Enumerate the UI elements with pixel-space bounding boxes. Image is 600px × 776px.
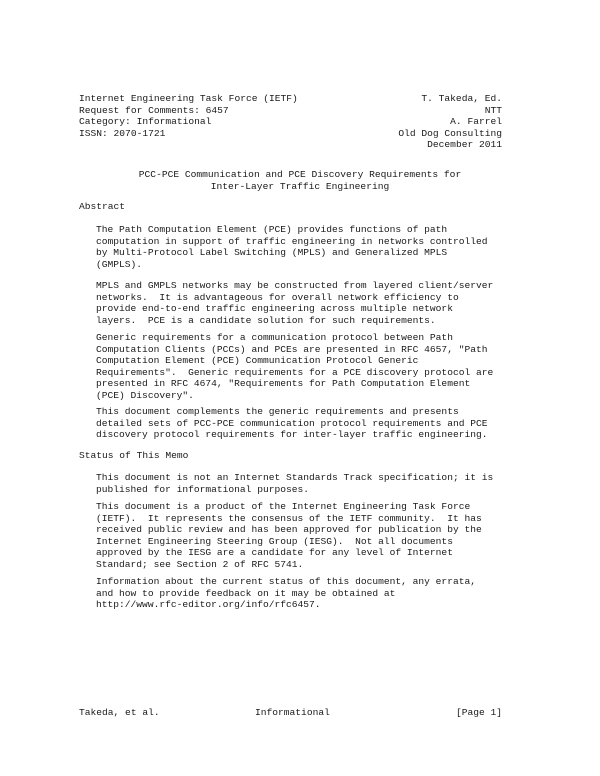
abstract-p3-line: Generic requirements for a communication protocol between Path <box>96 332 453 343</box>
footer-authors: Takeda, et al. <box>79 707 160 718</box>
status-p1-line: published for informational purposes. <box>96 483 310 495</box>
abstract-heading: Abstract <box>79 201 126 212</box>
abstract-p1-line: by Multi-Protocol Label Switching (MPLS) and Generalized MPLS <box>96 247 448 258</box>
header-author-1: T. Takeda, Ed. <box>421 93 502 104</box>
header-issn: ISSN: 2070-1721 <box>79 127 166 139</box>
status-p3-line: and how to provide feedback on it may be obtained at <box>96 587 396 599</box>
header-affiliation-2: Old Dog Consulting <box>398 127 502 139</box>
header-affiliation-1: NTT <box>484 104 502 116</box>
header-date: December 2011 <box>427 139 502 150</box>
document-title-line-2: Inter-Layer Traffic Engineering <box>210 180 390 192</box>
status-p2-line: (IETF). It represents the consensus of the IETF community. It has <box>96 512 482 524</box>
abstract-p4-line: discovery protocol requirements for inter-layer traffic engineering. <box>96 429 488 440</box>
footer-page-number: [Page 1] <box>455 707 502 718</box>
status-p2-line: received public review and has been approved for publication by the <box>96 524 482 535</box>
status-p3-line: Information about the current status of this document, any errata, <box>96 576 476 587</box>
abstract-p3-line: presented in RFC 4674, "Requirements for Path Computation Element <box>96 378 471 389</box>
status-heading: Status of This Memo <box>79 450 189 461</box>
abstract-p1-line: (GMPLS). <box>96 258 143 270</box>
abstract-p2-line: layers. PCE is a candidate solution for such requirements. <box>96 314 436 326</box>
status-p2-line: Internet Engineering Steering Group (IESG). Not all documents <box>96 535 453 547</box>
document-title-line-1: PCC-PCE Communication and PCE Discovery Requirements for <box>138 169 462 180</box>
header-organization: Internet Engineering Task Force (IETF) <box>79 93 298 104</box>
status-p2-line: This document is a product of the Internet Engineering Task Force <box>96 501 471 512</box>
footer-category: Informational <box>255 707 330 718</box>
abstract-p3-line: (PCE) Discovery". <box>96 389 194 401</box>
status-p3-line: http://www.rfc-editor.org/info/rfc6457. <box>96 599 321 610</box>
abstract-p2-line: networks. It is advantageous for overall network efficiency to <box>96 291 459 303</box>
abstract-p1-line: computation in support of traffic engineering in networks controlled <box>96 235 488 247</box>
header-author-2: A. Farrel <box>450 116 502 127</box>
abstract-p3-line: Computation Element (PCE) Communication Protocol Generic <box>96 355 419 366</box>
abstract-p4-line: detailed sets of PCC-PCE communication protocol requirements and PCE <box>96 417 488 429</box>
abstract-p2-line: MPLS and GMPLS networks may be constructed from layered client/server <box>96 280 494 291</box>
abstract-p4-line: This document complements the generic requirements and presents <box>96 406 459 417</box>
status-p2-line: approved by the IESG are a candidate for any level of Internet <box>96 547 453 558</box>
header-category: Category: Informational <box>79 116 212 127</box>
abstract-p1-line: The Path Computation Element (PCE) provides functions of path <box>96 224 448 235</box>
abstract-p3-line: Requirements". Generic requirements for a PCE discovery protocol are <box>96 366 494 378</box>
abstract-p2-line: provide end-to-end traffic engineering across multiple network <box>96 303 453 314</box>
header-rfc-number: Request for Comments: 6457 <box>79 104 229 116</box>
status-p1-line: This document is not an Internet Standards Track specification; it is <box>96 472 494 483</box>
status-p2-line: Standard; see Section 2 of RFC 5741. <box>96 558 304 570</box>
abstract-p3-line: Computation Clients (PCCs) and PCEs are presented in RFC 4657, "Path <box>96 343 488 355</box>
